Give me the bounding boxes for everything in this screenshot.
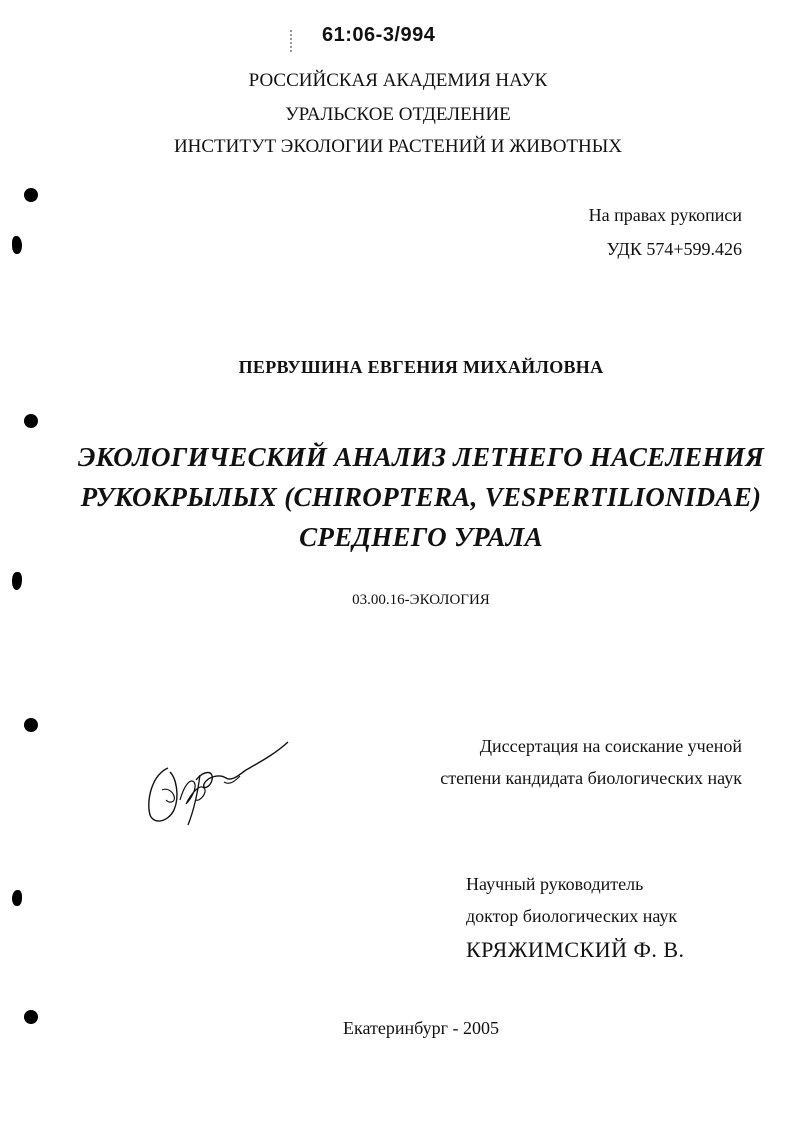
dissertation-line-1: Диссертация на соискание ученой <box>479 736 742 756</box>
binding-hole <box>24 414 38 428</box>
binding-hole <box>24 718 38 732</box>
specialty-code: 03.00.16-ЭКОЛОГИЯ <box>352 592 490 608</box>
supervisor-name: КРЯЖИМСКИЙ Ф. В. <box>466 937 685 962</box>
author-name: ПЕРВУШИНА ЕВГЕНИЯ МИХАЙЛОВНА <box>238 357 604 377</box>
binding-hole <box>24 1010 38 1024</box>
udc-code: УДК 574+599.426 <box>606 239 742 259</box>
handwritten-signature-icon <box>140 730 300 830</box>
binding-blot <box>12 890 22 906</box>
binding-hole <box>24 188 38 202</box>
institution-line-3: ИНСТИТУТ ЭКОЛОГИИ РАСТЕНИЙ И ЖИВОТНЫХ <box>173 136 623 157</box>
title-line-3: СРЕДНЕГО УРАЛА <box>299 522 543 552</box>
institution-line-1: РОССИЙСКАЯ АКАДЕМИЯ НАУК <box>248 70 548 91</box>
institution-line-2: УРАЛЬСКОЕ ОТДЕЛЕНИЕ <box>285 104 511 125</box>
manuscript-rights: На правах рукописи <box>588 205 742 225</box>
supervisor-role: Научный руководитель <box>466 874 644 894</box>
city-and-year: Екатеринбург - 2005 <box>343 1018 499 1038</box>
stamp-margin-mark <box>290 30 294 52</box>
title-line-1: ЭКОЛОГИЧЕСКИЙ АНАЛИЗ ЛЕТНЕГО НАСЕЛЕНИЯ <box>77 442 765 472</box>
dissertation-line-2: степени кандидата биологических наук <box>440 768 742 788</box>
binding-blot <box>12 236 22 254</box>
binding-blot <box>12 572 22 590</box>
supervisor-degree: доктор биологических наук <box>466 906 678 926</box>
archive-stamp: 61:06-3/994 <box>322 24 436 46</box>
title-line-2: РУКОКРЫЛЫХ (CHIROPTERA, VESPERTILIONIDAE) <box>80 482 762 512</box>
